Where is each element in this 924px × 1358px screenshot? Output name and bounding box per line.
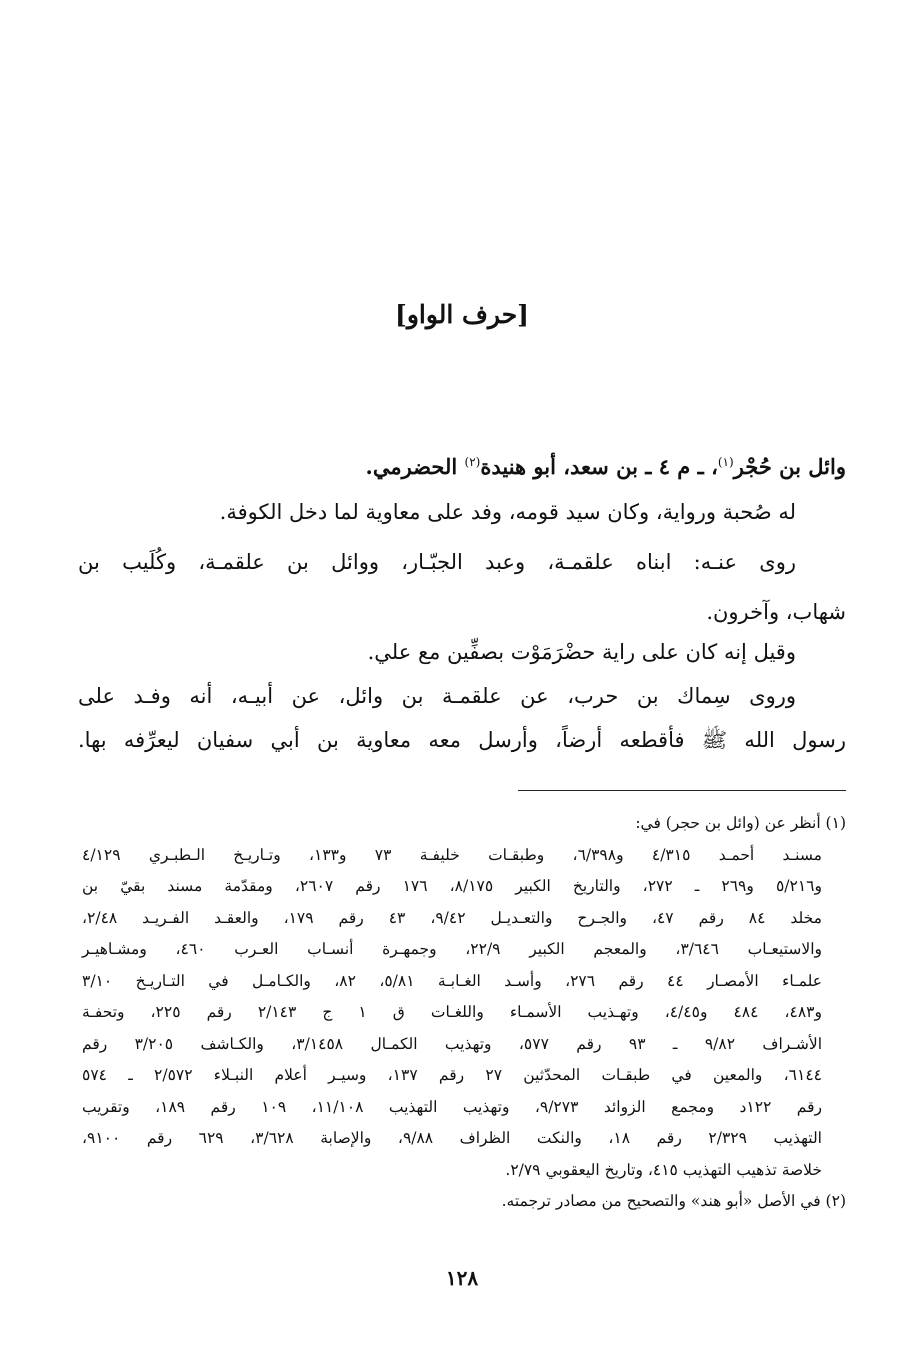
footnotes: [82, 808, 846, 1218]
footnote-ref-2: (٢): [464, 455, 481, 469]
footnote-line: ٦١٤٤، والمعين في طبقـات المحدّثين ٢٧ رقم ١٣٧، وسيـر أعلام النبـلاء ٢/٥٧٢ ـ ٥٧٤: [82, 1066, 822, 1084]
footnote-line: علمـاء الأمصـار ٤٤ رقم ٢٧٦، وأسـد الغـابـة ٥/٨١، ٨٢، والكـامـل في التـاريـخ ٣/١٠: [82, 971, 822, 990]
footnote-2: (٢) في الأصل «أبو هند» والتصحيح من مصادر ترجمته.: [501, 1192, 846, 1210]
entry-heading-line: [78, 440, 846, 490]
footnote-1-heading: (١) أنظر عن (وائل بن حجر) في:: [635, 814, 846, 832]
main-text: [78, 440, 846, 768]
footnote-line: مخلد ٨٤ رقم ٤٧، والجـرح والتعـديـل ٩/٤٢، ٤٣ رقم ١٧٩، والعقـد الفـريـد ٢/٤٨،: [82, 908, 822, 927]
footnote-ref-1: (١): [717, 455, 734, 469]
footnote-line: والاستيعـاب ٣/٦٤٦، والمعجم الكبير ٢٢/٩، وجمهـرة أنسـاب العـرب ٤٦٠، ومشـاهيـر: [82, 940, 822, 958]
text-line: له صُحبة ورواية، وكان سيد قومه، وفد على معاوية لما دخل الكوفة.: [219, 500, 796, 524]
entry-name: وائل بن حُجْر: [733, 454, 846, 479]
text-line: وروى سِماك بن حرب، عن علقمـة بن وائل، عن أبيـه، أنه وفـد على: [78, 684, 796, 708]
section-title: [حرف الواو]: [394, 300, 530, 329]
text-line: رسول الله ﷺ فأقطعه أرضاً، وأرسل معه معاوية بن أبي سفيان ليعرِّفه بها.: [78, 728, 846, 752]
entry-heading-rest: ، ـ م ٤ ـ بن سعد، أبو هنيدة: [480, 454, 718, 479]
text-line: وقيل إنه كان على راية حضْرَمَوْت بصفِّين مع علي.: [367, 640, 796, 664]
text-line: شهاب، وآخرون.: [706, 600, 846, 624]
footnote-line: الأشـراف ٩/٨٢ ـ ٩٣ رقم ٥٧٧، وتهذيب الكمـال ٣/١٤٥٨، والكـاشف ٣/٢٠٥ رقم: [82, 1034, 823, 1053]
footnote-line: و٥/٢١٦ و٢٦٩ ـ ٢٧٢، والتاريخ الكبير ٨/١٧٥، ١٧٦ رقم ٢٦٠٧، ومقدّمة مسند بقيّ بن: [82, 877, 822, 895]
footnote-separator: [518, 790, 846, 791]
footnote-line: التهذيب ٢/٣٢٩ رقم ١٨، والنكت الظراف ٩/٨٨، والإصابة ٣/٦٢٨، ٦٢٩ رقم ٩١٠٠،: [82, 1129, 822, 1147]
page-number: ١٢٨: [445, 1266, 479, 1290]
text-line: روى عنـه: ابناه علقمـة، وعبد الجبّـار، ووائل بن علقمـة، وكُلَيب بن: [78, 550, 796, 574]
footnote-line: مسنـد أحمـد ٤/٣١٥ و٦/٣٩٨، وطبقـات خليفـة ٧٣ و١٣٣، وتـاريـخ الـطبـري ٤/١٢٩: [82, 845, 822, 864]
footnote-line: خلاصة تذهيب التهذيب ٤١٥، وتاريخ اليعقوبي ٢/٧٩.: [505, 1160, 822, 1179]
footnote-line: و٤٨٣، ٤٨٤ و٤/٤٥، وتهـذيب الأسمـاء واللغـات ق ١ ج ٢/١٤٣ رقم ٢٢٥، وتحفـة: [82, 1003, 822, 1021]
entry-heading-end: الحضرمي.: [365, 454, 465, 479]
footnote-line: رقم ١٢٢د ومجمع الزوائد ٩/٢٧٣، وتهذيب التهذيب ١١/١٠٨، ١٠٩ رقم ١٨٩، وتقريب: [82, 1097, 823, 1116]
